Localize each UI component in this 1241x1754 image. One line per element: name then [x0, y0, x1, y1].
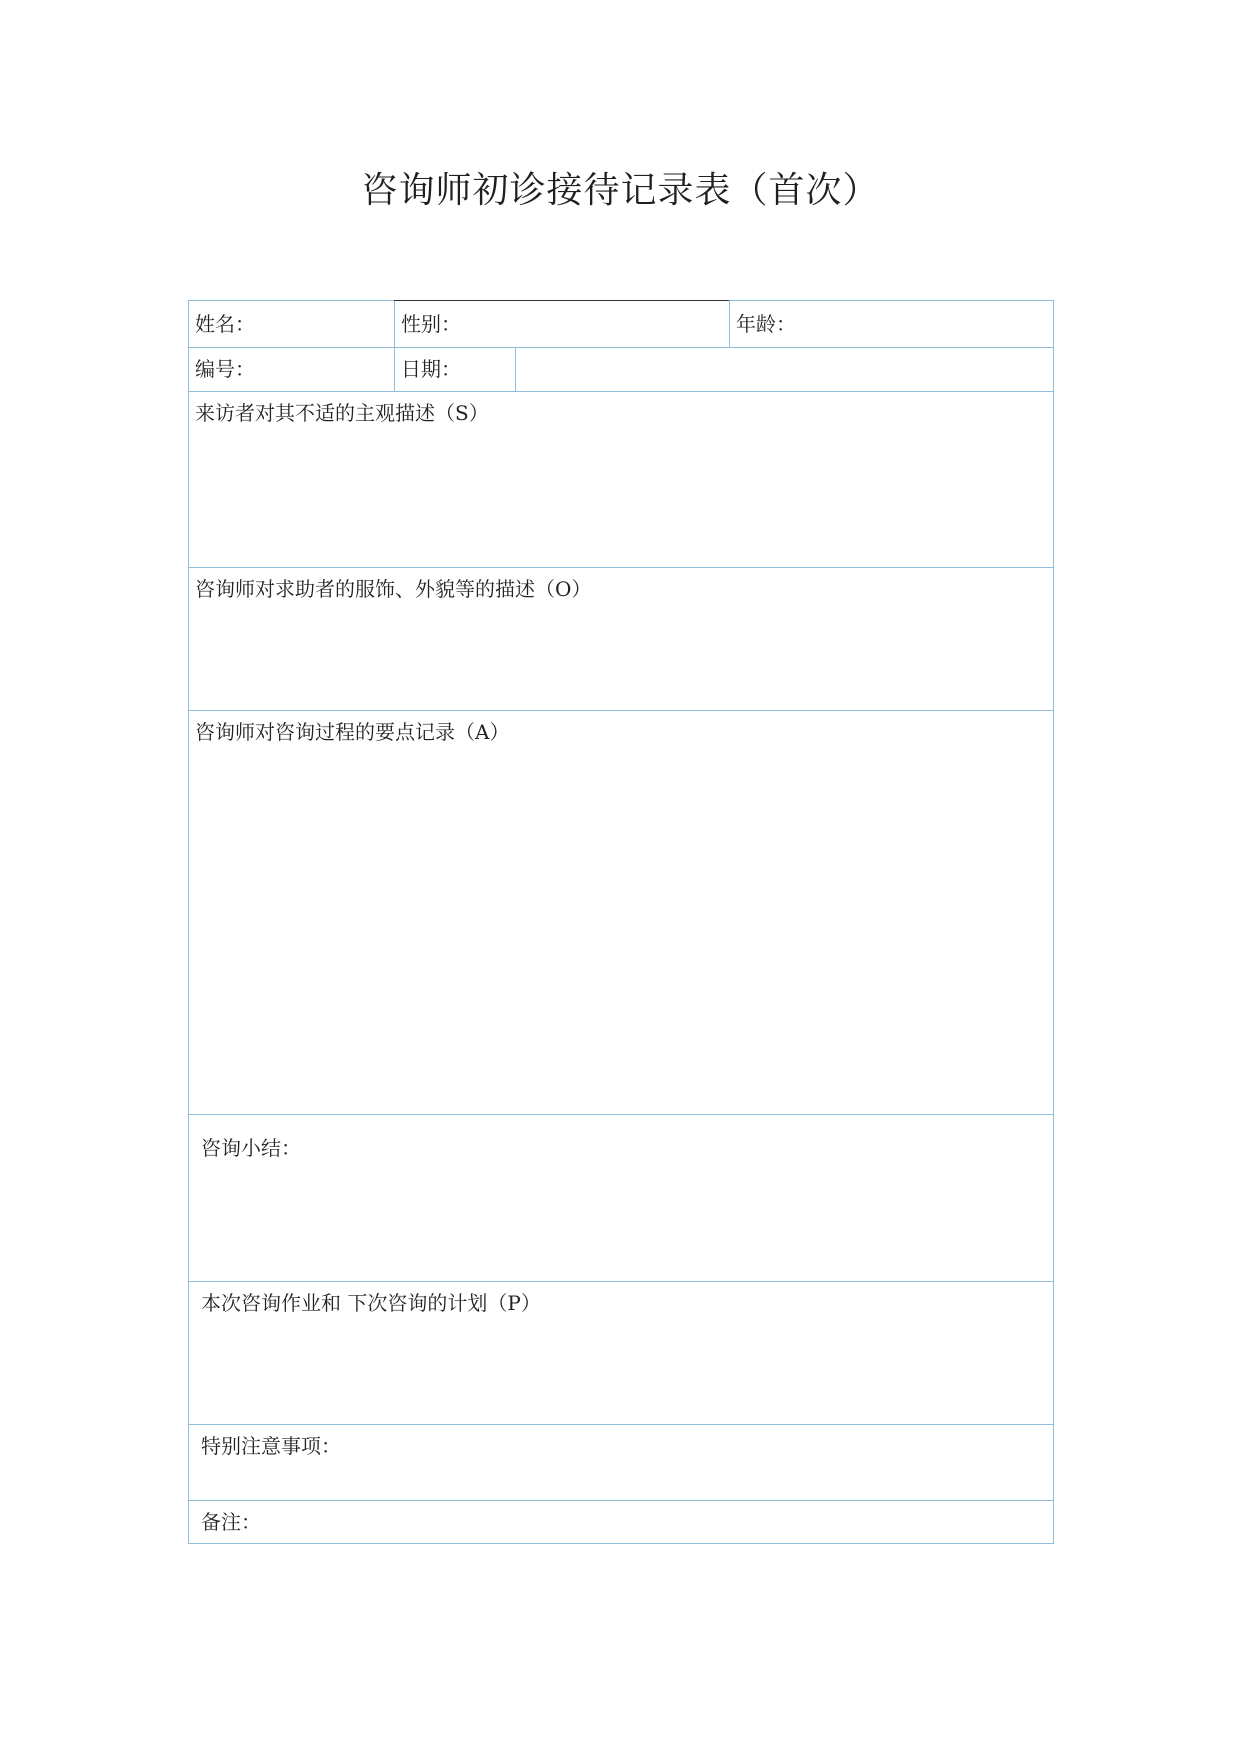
col-divider-name-gender [394, 301, 395, 347]
row-divider-7 [189, 1424, 1053, 1425]
number-label: 编号： [195, 357, 255, 381]
record-form [188, 300, 1054, 1544]
special-notes-label: 特别注意事项： [201, 1434, 341, 1458]
name-label: 姓名： [195, 312, 255, 336]
col-divider-date-value [515, 347, 516, 391]
subjective-description-label: 来访者对其不适的主观描述（S） [195, 401, 489, 425]
objective-description-label: 咨询师对求助者的服饰、外貌等的描述（O） [195, 577, 592, 601]
row-divider-8 [189, 1500, 1053, 1501]
row-divider-2 [189, 391, 1053, 392]
gender-cell-top-border [394, 300, 729, 301]
age-label: 年龄： [736, 312, 796, 336]
gender-label: 性别： [401, 312, 461, 336]
remarks-label: 备注： [201, 1510, 261, 1534]
date-label: 日期： [401, 357, 461, 381]
row-divider-3 [189, 567, 1053, 568]
assessment-record-label: 咨询师对咨询过程的要点记录（A） [195, 720, 510, 744]
plan-label: 本次咨询作业和 下次咨询的计划（P） [201, 1291, 541, 1315]
row-divider-5 [189, 1114, 1053, 1115]
page-title: 咨询师初诊接待记录表（首次） [361, 170, 880, 211]
consultation-summary-label: 咨询小结： [201, 1136, 301, 1160]
row-divider-1 [189, 347, 1053, 348]
row-divider-4 [189, 710, 1053, 711]
row-divider-6 [189, 1281, 1053, 1282]
col-divider-number-date [394, 347, 395, 391]
col-divider-gender-age [729, 301, 730, 347]
